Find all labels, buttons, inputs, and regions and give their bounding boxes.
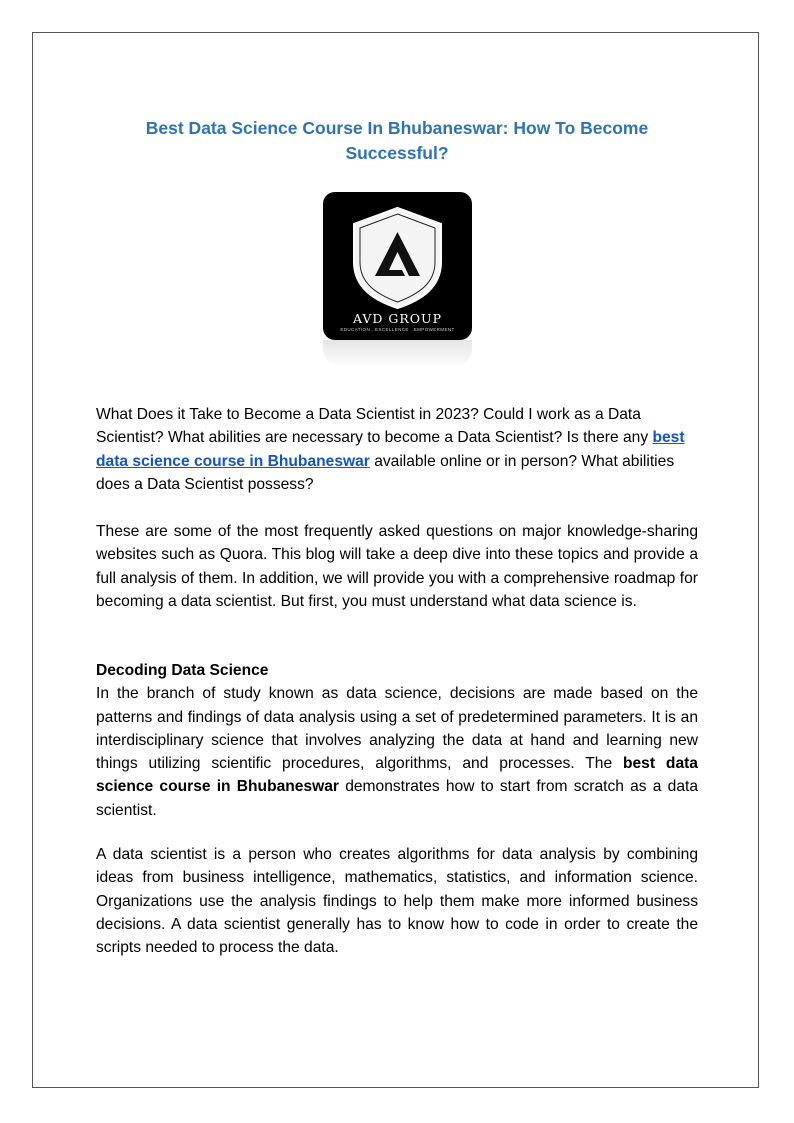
data-scientist-paragraph bbox=[96, 843, 698, 959]
data-scientist-text: A data scientist is a person who creates algorithms for data analysis by combining ideas from business intelligence, mathematics, statistics, and information science. Organizations use the analysis findings to help them make more informed business decisions. A data scientist generally has to know how to code in order to create the scripts needed to process the data. bbox=[96, 846, 698, 957]
logo-name: AVD GROUP bbox=[352, 311, 443, 326]
questions-text: These are some of the most frequently asked questions on major knowledge-sharing websites such as Quora. This blog will take a deep dive into these topics and provide a full analysis of them. In addition, we will provide you with a comprehensive roadmap for becoming a data scientist. But first, you must understand what data science is. bbox=[96, 523, 698, 610]
intro-text-after: available online or in person? What abilities does a Data Scientist possess? bbox=[96, 452, 675, 493]
intro-paragraph bbox=[96, 403, 698, 496]
intro-text-before: What Does it Take to Become a Data Scientist in 2023? Could I work as a Data Scientist? What abilities are necessary to become a Data Scientist? Is there any bbox=[96, 406, 653, 447]
decoding-bold-text: best data science course in Bhubaneswar bbox=[96, 755, 698, 796]
section-heading: Decoding Data Science bbox=[96, 662, 269, 679]
logo-reflection bbox=[323, 340, 472, 368]
decoding-text-after: demonstrates how to start from scratch as a data scientist. bbox=[96, 778, 698, 819]
decoding-section bbox=[96, 659, 698, 822]
logo-tagline: EDUCATION . EXCELLENCE . EMPOWERMENT bbox=[340, 327, 455, 332]
avd-group-logo bbox=[323, 192, 472, 370]
decoding-text-before: In the branch of study known as data science, decisions are made based on the patterns and findings of data analysis using a set of predetermined parameters. It is an interdisciplinary science that involves analyzing the data at hand and learning new things utilizing scientific procedures, algorithms, and processes. The bbox=[96, 685, 698, 773]
title-line-2: Successful? bbox=[345, 143, 449, 163]
questions-paragraph bbox=[96, 520, 698, 613]
logo-badge bbox=[323, 192, 472, 340]
course-link[interactable]: best data science course in Bhubaneswar bbox=[96, 429, 685, 470]
page-title bbox=[96, 116, 698, 166]
title-line-1: Best Data Science Course In Bhubaneswar: How To Become bbox=[145, 118, 649, 138]
